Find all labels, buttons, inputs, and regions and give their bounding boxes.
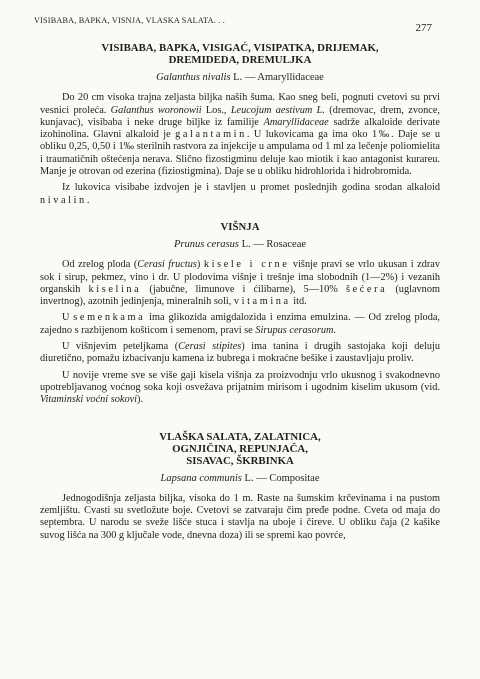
latin-name-line [40,72,440,84]
section-title: VISIBABA, BAPKA, VISIGAĆ, VISIPATKA, DRIJEMAK, DREMIDEDA, DREMULJKA [101,42,379,66]
paragraph: U semenkama ima glikozida amigdalozida i enzima emulzina. — Od zrelog ploda, zajedno s razbijenom košticom i semenom, pravi se Sirupus cerasorum. [40,312,440,336]
section-visnja [40,221,440,407]
author-family: L. — Compositae [241,472,320,484]
latin-name: Galanthus nivalis [156,72,231,83]
paragraph: U višnjevim peteljkama (Cerasi stipites) ima tanina i drugih sastojaka koji deluju diuretično, pomažu izbacivanju kamena iz bubrega i mokraćne bešike i zaustavljaju proliv. [40,341,441,365]
section-visibaba [40,42,440,207]
section-vlaska-salata [40,431,440,542]
latin-name: Prunus cerasus [173,238,239,250]
author-family: L. — Amaryllidaceae [230,72,324,83]
latin-name: Lapsana communis [160,472,242,484]
author-family: L. — Rosaceae [238,238,307,250]
section-title: VIŠNJA [220,220,260,233]
latin-name-line [40,473,440,485]
paragraph: Od zrelog ploda (Cerasi fructus) kisele i crne višnje pravi se vrlo ukusan i zdrav sok i sirup, pekmez, vino i dr. U plodovima višnje i trešnje ima slobodnih (1—2%) i vezanih organskih kiselina (jabučne, limunove i ćilibarne), 5—10% šećera (uglavnom invertnog), azotnih jedinjenja, mineralnih soli, vitamina itd. [40,259,441,308]
paragraph: Iz lukovica visibabe izdvojen je i stavljen u promet poslednjih godina srodan alkaloid nivalin. [40,182,440,206]
page-content [40,42,440,546]
running-header: VISIBABA, BAPKA, VISNJA, VLASKA SALATA. . . [34,16,225,25]
section-title: VLAŠKA SALATA, ZALATNICA, OGNJIČINA, REPUNJAČA, SISAVAC, ŠKRBINKA [159,430,321,467]
page-number: 277 [415,22,432,34]
latin-name-line [40,239,440,251]
paragraph: U novije vreme sve se više gaji kisela višnja za proizvodnju vrlo ukusnog i svakodnevno upotrebljavanog voćnog soka koji osvežava prijatnim mirisom i ugodnim kiselim ukusom (vid. Vitaminski voćni sokovi). [40,369,440,406]
paragraph: Jednogodišnja zeljasta biljka, visoka do 1 m. Raste na šumskim krčevinama i na pustom zemljištu. Cvasti su svetložute boje. Cvetovi se zatvaraju čim pređe podne. Cveta od maja do septembra. U narodu se sveže lišće stuca i stavlja na uboje i čireve. U obliku čaja (2 kašike suvog lišća na 300 g ključale vode, dnevna doza) ili se spremi kao povrće, [40,492,440,541]
paragraph: Do 20 cm visoka trajna zeljasta biljka naših šuma. Kao sneg beli, pognuti cvetovi su prvi vesnici proleća. Galanthus woronowii Los., Leucojum aestivum L. (dremovac, drem, zvonce, kunjavac), visibaba i neke druge biljke iz familije Amaryllidaceae sadrže alkaloide derivate izohinolina. Glavni alkaloid je galantamin. U lukovicama ga ima oko 1‰. Daje se u obliku 0,25, 0,50 i 1‰ sterilnih rastvora za injekcije u ampulama od 1 ml za lečenje poliomielita i traumatičnih oštećenja nerava. Slično fizostigminu deluje kao miotik i kao antagonist kurareu. Manje je otrovan od ezerina (fiziostigmina). Daje se u obliku hidrohlorida i hidrobromida. [40,92,440,178]
